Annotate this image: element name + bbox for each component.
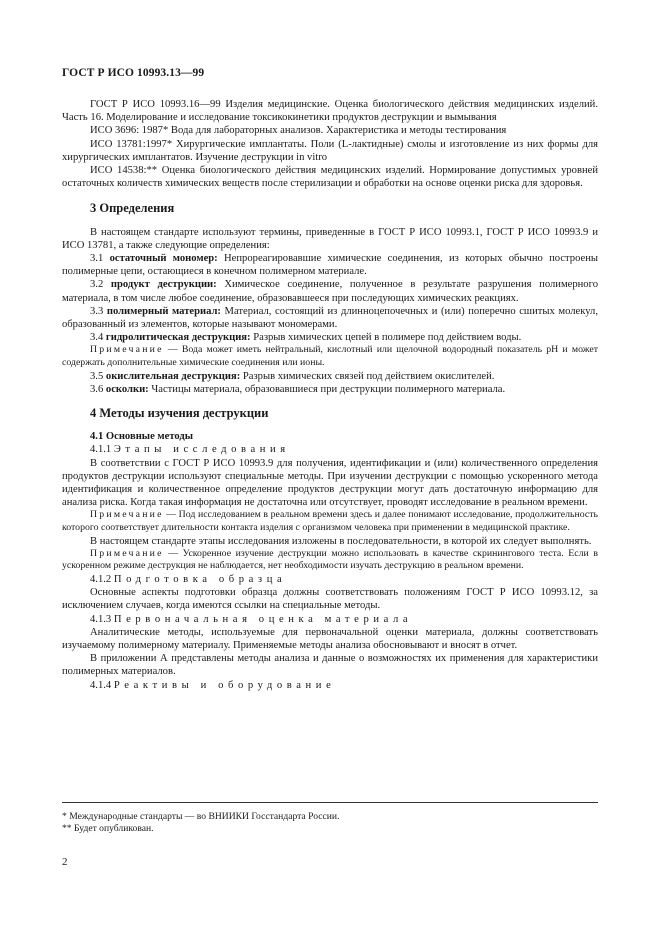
paragraph: В приложении А представлены методы анализа и данные о возможностях их применения для характеристики полимерных материалов. [62, 653, 598, 678]
definition-text: Материал, состоящий из длинноцепочечных и (или) поперечно сшитых молекул, образованный из элементов, которые называют мономерами. [62, 305, 598, 331]
definition-text: Частицы материала, образовавшиеся при деструкции полимерного материала. [151, 383, 506, 395]
reference-item: ГОСТ Р ИСО 10993.16—99 Изделия медицинские. Оценка биологического действия медицинских изделий. Часть 16. Моделирование и исследование токсикокинетики продуктов деструкции и вымывания [62, 99, 598, 124]
footnote: * Международные стандарты — во ВНИИКИ Госстандарта России. [62, 811, 340, 822]
clause-number: 4.1.3 [90, 613, 112, 625]
definition-term: окислительная деструкция: [105, 370, 241, 382]
definition-note [62, 344, 598, 369]
reference-item: ИСО 14538:** Оценка биологического действия медицинских изделий. Нормирование допустимых уровней остаточных количеств химических веществ после стерилизации и обработки на основе оценки риска для здоровья. [62, 165, 598, 190]
definition-number: 3.1 [90, 253, 104, 265]
definition-item [62, 278, 598, 304]
definition-item [62, 383, 598, 396]
definition-text: Разрыв химических цепей в полимере под действием воды. [253, 332, 522, 344]
clause-number: 4.1.1 [90, 444, 112, 456]
paragraph: В соответствии с ГОСТ Р ИСО 10993.9 для получения, идентификации и (или) количественного определения продуктов деструкции используют специальные методы. При изучении деструкции с помощью ускоренного метода идентификация и количественное определение продуктов деструкции могут дать достаточную информацию для анализа риска. Когда такая информация не достаточна или отсутствует, проводят исследование в реальном времени. [62, 457, 598, 509]
section-3-heading: 3 Определения [90, 201, 175, 216]
definition-item [62, 331, 598, 344]
definition-text: Химическое соединение, полученное в результате разрушения полимерного материала, в том числе любое соединение, образовавшееся при последующих химических реакциях. [62, 279, 598, 304]
definition-number: 3.4 [90, 332, 104, 344]
clause-title: Реактивы и оборудование [113, 679, 336, 691]
definitions-intro: В настоящем стандарте используют термины, приведенные в ГОСТ Р ИСО 10993.1, ГОСТ Р ИСО 10993.9 и ИСО 13781, а также следующие определения: [62, 226, 598, 251]
definition-number: 3.2 [90, 279, 104, 291]
clause-title: Подготовка образца [113, 574, 287, 586]
definition-term: продукт деструкции: [110, 279, 217, 291]
reference-item: ИСО 3696: 1987* Вода для лабораторных анализов. Характеристика и методы тестирования [90, 125, 507, 137]
paragraph: Аналитические методы, используемые для первоначальной оценки материала, должны соответствовать изучаемому полимерному материалу. Применяемые методы анализа обосновывают и вносят в отчет. [62, 626, 598, 652]
paragraph: В настоящем стандарте этапы исследования изложены в последовательности, в которой их следует выполнять. [90, 535, 592, 547]
note-text: — Под исследованием в реальном времени здесь и далее понимают исследование, продолжительность которого соответствует длительности контакта изделия с организмом человека при применении в медицинской практике. [62, 509, 598, 534]
definition-number: 3.5 [90, 370, 104, 382]
definition-item [62, 305, 598, 331]
page-content [62, 98, 598, 692]
reference-item: ИСО 13781:1997* Хирургические имплантаты. Поли (L-лактидные) смолы и изготовление из них формы для хирургических имплантатов. Изучение деструкции in vitro [62, 138, 598, 163]
footnote: ** Будет опубликован. [62, 823, 154, 835]
definition-term: остаточный мономер: [109, 253, 218, 265]
clause-number: 4.1.2 [90, 574, 112, 586]
note-text: — Ускоренное изучение деструкции можно использовать в качестве скринингового теста. Если в ускоренном режиме деструкция не наблюдается, нет необходимости изучать деструкцию в реальном времени. [62, 547, 598, 572]
definition-term: полимерный материал: [106, 305, 221, 317]
definition-number: 3.3 [90, 305, 104, 317]
note-text: — Вода может иметь нейтральный, кислотный или щелочной водородный показатель pH и может содержать дополнительные химические соединения или ионы. [62, 344, 598, 369]
footnotes [62, 802, 598, 836]
document-header: ГОСТ Р ИСО 10993.13—99 [62, 67, 205, 79]
definition-item [62, 370, 598, 383]
clause-heading [62, 679, 598, 692]
note-label: Примечание [90, 547, 164, 559]
section-4-heading: 4 Методы изучения деструкции [90, 406, 269, 421]
note-paragraph [62, 548, 598, 573]
note-paragraph [62, 509, 598, 534]
clause-heading [62, 573, 598, 586]
definition-text: Разрыв химических связей под действием окислителей. [242, 370, 495, 382]
subsection-4-1-heading: 4.1 Основные методы [90, 431, 194, 443]
page-number: 2 [62, 856, 68, 868]
definition-number: 3.6 [90, 383, 104, 395]
note-label: Примечание [90, 509, 164, 521]
clause-title: Этапы исследования [113, 444, 290, 456]
note-label: Примечание [90, 344, 164, 356]
definition-term: гидролитическая деструкция: [105, 332, 251, 344]
clause-heading [62, 613, 598, 626]
clause-title: Первоначальная оценка материала [113, 613, 413, 625]
definition-text: Непрореагировавшие химические соединения, из которых обычно построены полимерные цепи, остающиеся в конечном полимерном материале. [62, 253, 599, 278]
definition-term: осколки: [105, 383, 149, 395]
paragraph: Основные аспекты подготовки образца должны соответствовать положениям ГОСТ Р ИСО 10993.12, за исключением случаев, когда имеются ссылки на специальные методы. [62, 587, 598, 612]
clause-heading [62, 443, 598, 456]
clause-number: 4.1.4 [90, 679, 112, 691]
definition-item [62, 252, 598, 278]
